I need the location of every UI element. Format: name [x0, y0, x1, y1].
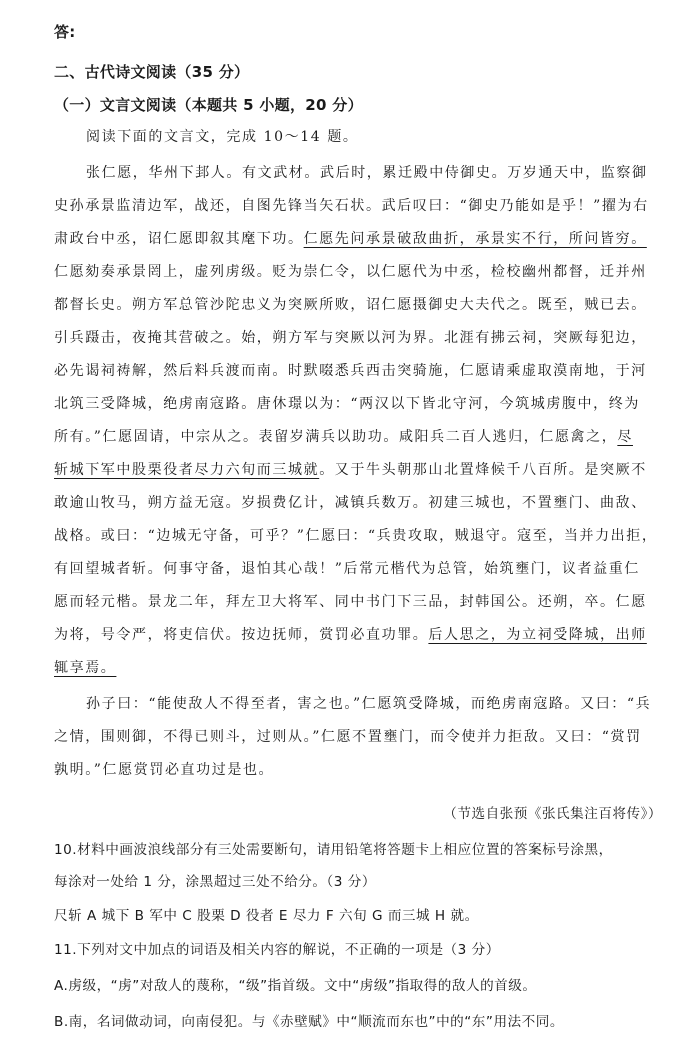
passage-line — [54, 427, 666, 447]
passage-text: 所有。”仁愿固请，中宗从之。表留岁满兵以助功。咸阳兵二百人逃归，仁愿禽之， — [54, 429, 618, 445]
passage-line: 孙子曰：“能使敌人不得至者，害之也。”仁愿筑受降城，而绝虏南寇路。又曰：“兵 — [86, 696, 652, 712]
passage-line: 有回望城者斩。何事守备，退怕其心哉！”后常元楷代为总管，始筑壅门，议者益重仁 — [54, 561, 640, 577]
question-10: 10.材料中画波浪线部分有三处需要断句，请用铅笔将答题卡上相应位置的答案标号涂黑， — [54, 842, 613, 858]
passage-line: 之情，围则御，不得已则斗，过则从。”仁愿不置壅门，而令使并力拒敌。又曰：“赏罚 — [54, 729, 642, 745]
wavy-underlined-sentence: 斩城下军中股栗役者尽力六旬而三城就 — [54, 462, 320, 478]
passage-line: 战格。或曰：“边城无守备，可乎？”仁愿曰：“兵贵攻取，贼退守。寇至，当并力出拒， — [54, 528, 658, 544]
question-11-option-a: A.虏级，“虏”对敌人的蔑称，“级”指首级。文中“虏级”指取得的敌人的首级。 — [54, 978, 537, 994]
passage-line — [54, 229, 666, 249]
passage-line: 愿而轻元楷。景龙二年，拜左卫大将军、同中书门下三品，封韩国公。还朔，卒。仁愿 — [54, 594, 647, 610]
source-citation: （节选自张预《张氏集注百将传》） — [443, 806, 662, 822]
passage-line: 张仁愿，华州下邽人。有文武材。武后时，累迁殿中侍御史。万岁通天中，监察御 — [86, 165, 648, 181]
passage-text: 为将，号令严，将吏信伏。按边抚师，赏罚必直功罪。 — [54, 627, 429, 643]
passage-line: 北筑三受降城，绝虏南寇路。唐休璟以为：“两汉以下皆北守河，今筑城虏腹中，终为 — [54, 396, 640, 412]
question-11-option-b: B.南，名词做动词，向南侵犯。与《赤壁赋》中“顺流而东也”中的“东”用法不同。 — [54, 1014, 564, 1030]
passage-line — [54, 460, 666, 480]
wavy-underline-start: 尽 — [617, 429, 633, 445]
passage-line: 史孙承景监清边军，战还，自图先锋当矢石状。武后叹曰：“御史乃能如是乎！”擢为右 — [54, 198, 649, 214]
subsection-title: （一）文言文阅读（本题共 5 小题，20 分） — [54, 96, 363, 114]
passage-line: 都督长史。朔方军总管沙陀忠义为突厥所败，诏仁愿摄御史大夫代之。既至，贼已去。 — [54, 297, 647, 313]
passage-line: 引兵蹑击，夜掩其营破之。始，朔方军与突厥以河为界。北涯有拂云祠，突厥每犯边， — [54, 330, 647, 346]
underlined-sentence: 仁愿先问承景破敌曲折，承景实不行，所问皆穷。 — [303, 231, 647, 247]
passage-line: 孰明。”仁愿赏罚必直功过是也。 — [54, 762, 275, 778]
underlined-sentence-end: 辄享焉。 — [54, 660, 117, 676]
passage-line — [54, 658, 666, 678]
passage-text: 。又于牛头朝那山北置烽候千八百所。是突厥不 — [319, 462, 647, 478]
question-10-continued: 每涂对一处给 1 分，涂黑超过三处不给分。（3 分） — [54, 874, 376, 890]
passage-line — [54, 625, 666, 645]
passage-line: 仁愿劾奏承景罔上，虚列虏级。贬为崇仁令，以仁愿代为中丞，检校幽州都督，迁并州 — [54, 264, 647, 280]
passage-text: 肃政台中丞，诏仁愿即叙其麾下功。 — [54, 231, 304, 247]
passage-line: 必先谒祠祷解，然后料兵渡而南。时默啜悉兵西击突骑施，仁愿请乘虚取漠南地，于河 — [54, 363, 647, 379]
question-11: 11.下列对文中加点的词语及相关内容的解说，不正确的一项是（3 分） — [54, 942, 500, 958]
passage-line: 敢逾山牧马，朔方益无寇。岁损费亿计，减镇兵数万。初建三城也，不置壅门、曲敌、 — [54, 495, 647, 511]
question-10-options: 尺斩 A 城下 B 军中 C 股栗 D 役者 E 尽力 F 六旬 G 而三城 H 就。 — [54, 908, 479, 924]
underlined-sentence: 后人思之，为立祠受降城，出师 — [428, 627, 647, 643]
instruction: 阅读下面的文言文，完成 10～14 题。 — [86, 129, 359, 145]
answer-label: 答: — [54, 23, 76, 41]
section-title: 二、古代诗文阅读（35 分） — [54, 63, 250, 81]
